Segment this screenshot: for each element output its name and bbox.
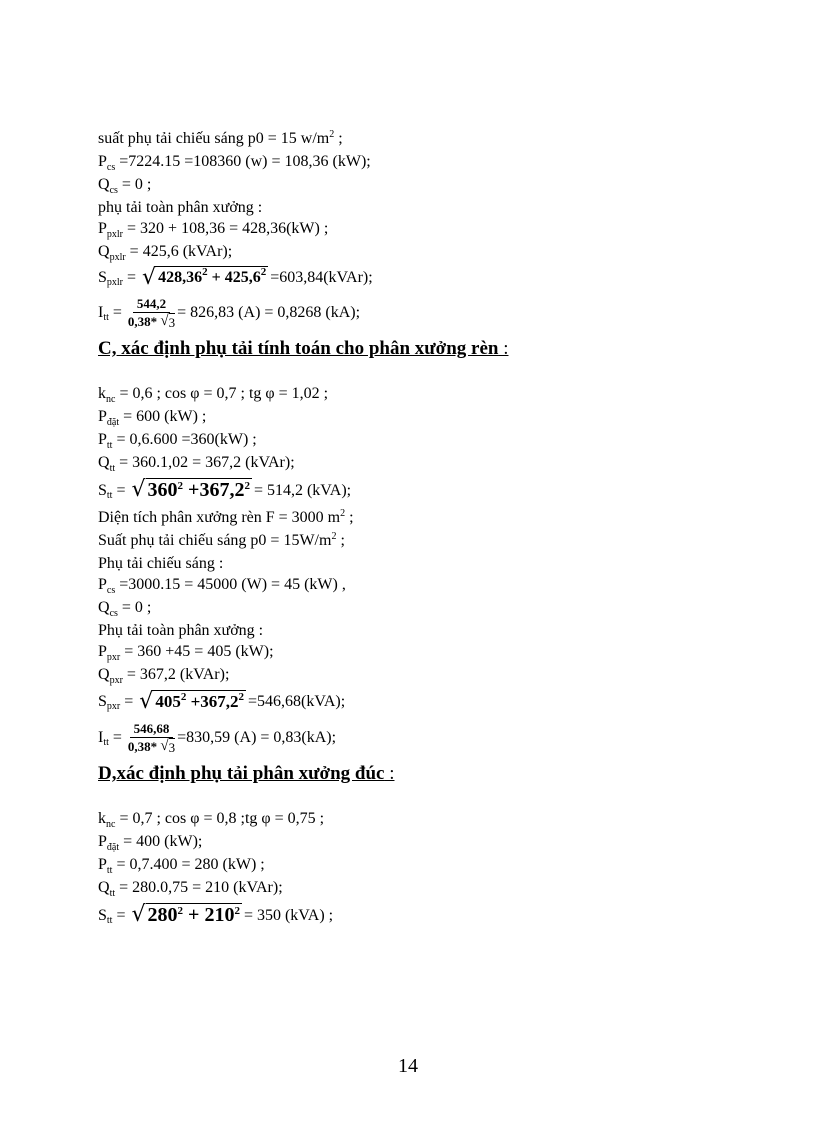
knc-line: $k_{nc} = 0,7$ ; cos φ = 0,8 ;tg φ = 0,75 ; (98, 810, 325, 830)
ppx-line: $P_{pxr} = 360 +45 = 405$ (kW); (98, 643, 274, 663)
fraction: 544,2 0,38* √ 3 (127, 295, 176, 330)
sqrt-symbol: √ $280^2 + 210^2$ (131, 902, 240, 927)
pdat-line: $P_{đặt} = 600$ (kW) ; (98, 408, 207, 428)
lighting-load-line: Suất phụ tải chiếu sáng $p0 = 15W/m^2$ ; (98, 531, 345, 549)
sqrt-symbol: √ $428,36^2 + 425,6^2$ (142, 265, 267, 290)
pcs-line: $P_{cs} =3000.15 = 45000$ (W) = 45 (kW) , (98, 576, 346, 596)
area-line: Diện tích phân xưởng rèn F = 3000 $m^2$ ; (98, 508, 354, 526)
ppx-line: $P_{pxlr} = 320 + 108,36 = 428,36(kW)$ ; (98, 220, 329, 240)
pcs-line: $P_{cs} =7224.15 =108360$ (w) = 108,36 (kW); (98, 153, 371, 173)
page-number: 14 (398, 1055, 418, 1077)
total-load-label: phụ tải toàn phân xưởng : (98, 199, 263, 216)
sqrt-symbol: √ $360^2 +367,2^2$ (131, 477, 250, 502)
spx-formula: S pxr = √ $405^2 +367,2^2$ =546,68(kVA); (98, 688, 346, 714)
pdat-line: $P_{đặt} = 400$ (kW); (98, 833, 203, 853)
qpx-line: $Q_{pxlr} = 425,6$ (kVAr); (98, 243, 233, 263)
ptt-line: $P_{tt} = 0,7.400 = 280$ (kW) ; (98, 856, 265, 876)
total-load-label: Phụ tải toàn phân xưởng : (98, 622, 264, 639)
qpx-line: $Q_{pxr} = 367,2$ (kVAr); (98, 666, 230, 686)
section-c-heading: C, xác định phụ tải tính toán cho phân xưởng rèn : (98, 338, 509, 359)
sqrt-symbol: √ $405^2 +367,2^2$ (139, 688, 244, 714)
section-d-heading: D,xác định phụ tải phân xưởng đúc : (98, 763, 395, 784)
lighting-label: Phụ tải chiếu sáng : (98, 555, 224, 572)
stt-formula: S tt = √ $360^2 +367,2^2$ = 514,2 (kVA); (98, 477, 352, 502)
lighting-load-line: suất phụ tải chiếu sáng p0 = 15 $w/m^2$ ; (98, 129, 343, 147)
ptt-line: $P_{tt} = 0,6.600 =360(kW)$ ; (98, 431, 257, 451)
spx-formula: S pxlr = √ $428,36^2 + 425,6^2$ =603,84(kVAr); (98, 265, 373, 290)
qtt-line: $Q_{tt} = 360.1,02 = 367,2$ (kVAr); (98, 454, 295, 474)
qcs-line: $Q_{cs} = 0$ ; (98, 176, 152, 196)
stt-formula: S tt = √ $280^2 + 210^2$ = 350 (kVA) ; (98, 902, 334, 927)
fraction: 546,68 0,38* √ 3 (127, 720, 176, 755)
knc-line: $k_{nc} = 0,6$ ; cos φ = 0,7 ; tg φ = 1,02 ; (98, 385, 329, 405)
qcs-line: $Q_{cs} = 0$ ; (98, 599, 152, 619)
itt-formula: I tt = 546,68 0,38* √ 3 =830,59 (A) = 0,83(kA); (98, 720, 337, 755)
qtt-line: $Q_{tt} = 280.0,75 = 210$ (kVAr); (98, 879, 283, 899)
itt-formula: I tt = 544,2 0,38* √ 3 = 826,83 (A) = 0,8268 (kA); (98, 295, 361, 330)
document-body (98, 128, 758, 932)
